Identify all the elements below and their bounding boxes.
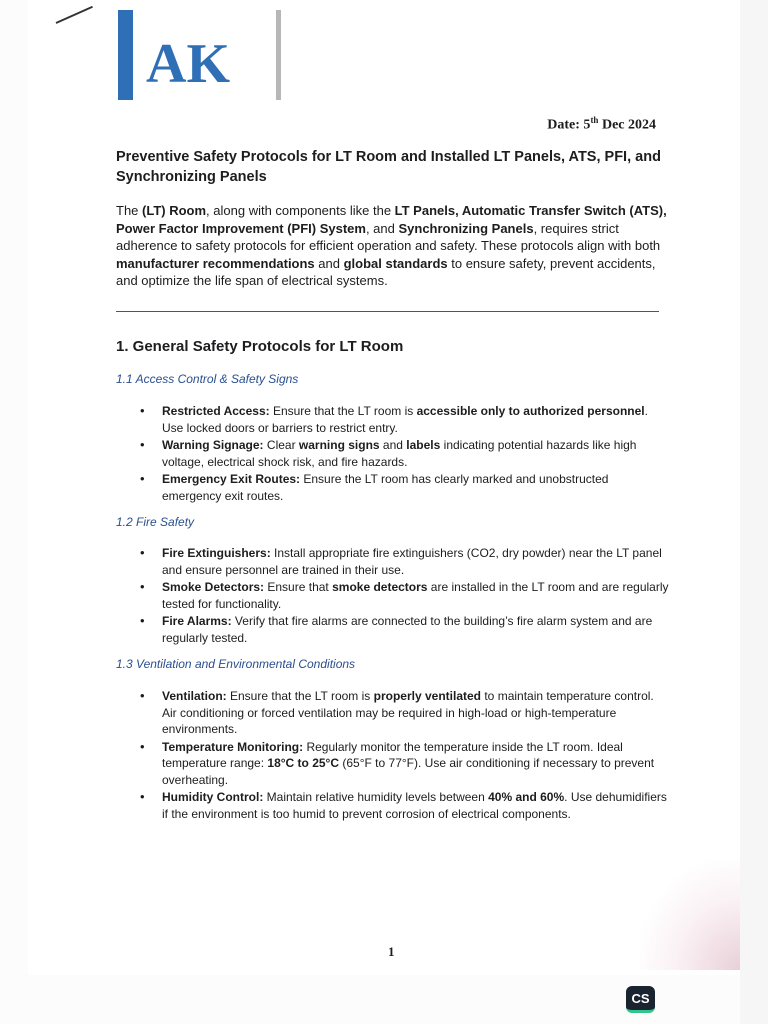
document-title: Preventive Safety Protocols for LT Room and Installed LT Panels, ATS, PFI, and Synchronizing Panels bbox=[116, 149, 661, 185]
bold-text: 18°C to 25°C bbox=[267, 756, 340, 770]
camscanner-badge[interactable]: CS bbox=[626, 986, 655, 1013]
text-run: Install appropriate fire extinguishers (CO2, dry powder) near the LT panel and ensure personnel are trained in their use. bbox=[162, 546, 662, 577]
text-run: Clear bbox=[263, 438, 299, 452]
document-date: Date: 5th Dec 2024 bbox=[547, 115, 656, 133]
bold-text: warning signs bbox=[298, 438, 380, 452]
list-item bbox=[140, 613, 670, 646]
text-run: Ensure the LT room has clearly marked and unobstructed emergency exit routes. bbox=[162, 472, 609, 503]
subheading-1-3: 1.3 Ventilation and Environmental Conditions bbox=[116, 657, 356, 671]
text-run: to maintain temperature control. Air conditioning or forced ventilation may be required in high-load or high-temperature environments. bbox=[162, 689, 654, 736]
text-run: to ensure safety, prevent accidents, and optimize the life span of electrical systems. bbox=[116, 255, 656, 288]
section-heading-1: 1. General Safety Protocols for LT Room bbox=[116, 338, 404, 355]
bold-text: Temperature Monitoring: bbox=[162, 739, 304, 754]
text-run: Ensure that the LT room is bbox=[269, 404, 417, 418]
text-run: Maintain relative humidity levels between bbox=[263, 790, 489, 804]
scan-margin bbox=[740, 0, 768, 1024]
list-item bbox=[140, 471, 670, 504]
bold-text: smoke detectors bbox=[332, 580, 428, 594]
page-number: 1 bbox=[388, 944, 395, 959]
list-item bbox=[140, 579, 670, 612]
text-run: and bbox=[379, 438, 407, 452]
list-fire-safety bbox=[140, 545, 670, 647]
bold-text: Humidity Control: bbox=[162, 790, 264, 804]
company-logo bbox=[110, 8, 290, 103]
bold-text: Warning Signage: bbox=[162, 438, 264, 452]
text-run: are installed in the LT room and are regularly tested for functionality. bbox=[162, 580, 669, 611]
text-run: Regularly monitor the temperature inside the LT room. Ideal temperature range: bbox=[162, 739, 623, 770]
bold-text: (LT) Room bbox=[142, 203, 207, 218]
text-run: Ensure that bbox=[264, 580, 333, 594]
logo-text: AK bbox=[146, 33, 230, 95]
bold-text: Fire Extinguishers: bbox=[162, 546, 271, 560]
list-item bbox=[140, 545, 670, 578]
list-item bbox=[140, 739, 670, 789]
list-item bbox=[140, 688, 670, 738]
bold-text: global standards bbox=[343, 255, 448, 271]
bold-text: Emergency Exit Routes: bbox=[162, 472, 301, 486]
text-run: indicating potential hazards like high voltage, electrical shock risk, and fire hazards. bbox=[162, 438, 637, 469]
bold-text: Smoke Detectors: bbox=[162, 580, 265, 594]
bold-text: Synchronizing Panels bbox=[398, 220, 534, 236]
bold-text: Restricted Access: bbox=[162, 404, 270, 418]
text-run: . Use dehumidifiers if the environment is too humid to prevent corrosion of electrical components. bbox=[162, 790, 667, 821]
bold-text: 40% and 60% bbox=[488, 790, 565, 804]
text-run: Verify that fire alarms are connected to the building’s fire alarm system and are regularly tested. bbox=[162, 614, 653, 645]
text-run: and bbox=[314, 255, 344, 271]
bold-text: Fire Alarms: bbox=[162, 614, 232, 628]
list-item bbox=[140, 403, 670, 436]
text-run: Ensure that the LT room is bbox=[226, 689, 374, 703]
bold-text: accessible only to authorized personnel bbox=[416, 404, 645, 418]
list-access-control bbox=[140, 403, 670, 505]
bold-text: Ventilation: bbox=[162, 689, 227, 703]
text-run: The bbox=[116, 203, 143, 218]
intro-paragraph bbox=[116, 202, 676, 290]
bold-text: manufacturer recommendations bbox=[116, 255, 315, 271]
list-item bbox=[140, 789, 670, 822]
list-item bbox=[140, 437, 670, 470]
subheading-1-1: 1.1 Access Control & Safety Signs bbox=[116, 372, 299, 386]
bold-text: properly ventilated bbox=[373, 689, 482, 703]
text-run: , and bbox=[365, 220, 399, 236]
bold-text: LT Panels, Automatic Transfer Switch (ATS), Power Factor Improvement (PFI) System bbox=[116, 203, 667, 236]
text-run: , requires strict adherence to safety protocols for efficient operation and safety. These protocols align with both bbox=[116, 220, 661, 253]
section-divider bbox=[116, 311, 659, 312]
scan-stain bbox=[640, 860, 740, 970]
subheading-1-2: 1.2 Fire Safety bbox=[116, 515, 195, 529]
text-run: (65°F to 77°F). Use air conditioning if necessary to prevent overheating. bbox=[162, 756, 655, 787]
text-run: . Use locked doors or barriers to restrict entry. bbox=[162, 404, 648, 435]
text-run: , along with components like the bbox=[206, 203, 395, 218]
bold-text: labels bbox=[406, 438, 441, 452]
list-ventilation bbox=[140, 688, 670, 823]
